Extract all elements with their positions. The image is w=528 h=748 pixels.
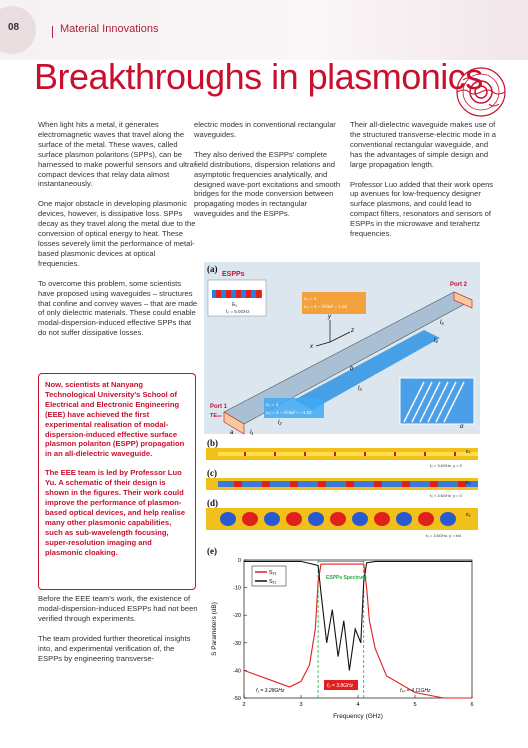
panel-b-label: (b): [207, 438, 218, 448]
header-divider: [52, 26, 53, 38]
page-number: 08: [8, 22, 20, 33]
page-header: [0, 0, 528, 60]
f0-annotation: f₀ = 3.8GHz: [327, 683, 354, 689]
field-pattern: [212, 290, 262, 298]
article-title: Breakthroughs in plasmonics: [34, 56, 483, 97]
paragraph: electric modes in conventional rectangular waveguides.: [194, 120, 336, 139]
dim-b: b: [350, 366, 354, 372]
equation-text: εᵣ₂ = 4 − λ²/4a² = −1.02: [266, 410, 312, 415]
equation-text: εᵣ₂ = 4 − λ²/4a² = 1.02: [304, 304, 347, 309]
field-ey: Eᵧ: [232, 302, 237, 308]
paragraph: Before the EEE team's work, the existence of modal-dispersion-induced ESPPs had not been verified through experiments.: [38, 594, 198, 623]
field-d-component: Eᵧ: [466, 512, 471, 517]
x-tick-label: 5: [413, 702, 417, 708]
equation-text: εᵣ₁ = 4: [266, 402, 279, 407]
axis-y: y: [328, 314, 331, 320]
legend-label-s11: S₁₁: [269, 579, 277, 585]
x-tick-label: 4: [356, 702, 360, 708]
espps-label: ESPPs: [222, 271, 245, 278]
column-1: [38, 120, 198, 348]
x-tick-label: 3: [299, 702, 303, 708]
y-tick-label: -20: [233, 613, 241, 620]
te10-label: TE₁₀: [210, 413, 222, 419]
paragraph: The team provided further theoretical insights into, and experimental verification of, the ESPPs by engineering transverse-: [38, 633, 191, 663]
y-tick-label: -40: [233, 668, 241, 675]
equation-text: εᵣ₁ = 4: [304, 296, 317, 301]
section-name: Material Innovations: [60, 23, 159, 35]
field-c-note: f₀ = 3.6GHz, y = 0: [430, 493, 462, 498]
paragraph: Professor Luo added that their work opens up avenues for low-frequency designer surface plasmons, and could lead to compact filters, resonators and sensors of ESPPs in the microwave and terahertz frequencies.: [350, 179, 494, 239]
y-tick-label: -30: [233, 640, 241, 647]
dim-l4: l₄: [434, 338, 438, 344]
paragraph: Their all-dielectric waveguide makes use of the structured transverse-electric mode in a conventional rectangular waveguide, and has the advantages of simple design and large propagation length.: [350, 120, 497, 169]
y-axis-label: S Parameters (dB): [211, 602, 218, 656]
dim-l3: l₃: [358, 386, 362, 392]
axis-z: z: [351, 328, 354, 334]
paragraph: One major obstacle in developing plasmonic devices, however, is dissipative loss. SPPs decay as they travel along the metal due to the conversion of optical energy to heat. These losses severely limit the performance of metal-based plasmonic devices at optical frequencies.: [38, 199, 196, 268]
callout-paragraph: The EEE team is led by Professor Luo Yu. A schematic of their design is shown in the figures. Their work could improve the performance of plasmon-based optical devices, and help realise many other plasmonic capabilities, such as sub-wavelength focusing, super-resolution imaging and plasmonic cloaking.: [45, 468, 186, 557]
plasmonics-logo-icon: [455, 66, 507, 118]
panel-e-label: (e): [207, 546, 217, 556]
s-parameter-chart: [211, 558, 474, 720]
field-b-component: Eₓ: [466, 449, 471, 454]
paragraph: They also derived the ESPPs' complete field distributions, dispersion relations and asymptotic frequencies analytically, and designed wave-port excitations and smooth bridges for the mode conversion between propagating modes in rectangular waveguides and the ESPPs.: [194, 149, 341, 219]
f1-annotation: f₁ = 3.28GHz: [256, 688, 285, 694]
x-tick-label: 6: [470, 702, 474, 708]
dim-l1: l₁: [250, 430, 254, 436]
port-1-label: Port 1: [210, 404, 228, 410]
legend-label-s21: S₂₁: [269, 570, 277, 576]
port-2-label: Port 2: [450, 282, 468, 288]
paragraph: When light hits a metal, it generates electromagnetic waves that travel along the surface of the metal. These waves, called surface plasmon polaritons (SPPs), can be harnessed to make powerful sensors and ultra-compact devices that relay data almost instantaneously.: [38, 120, 197, 189]
field-c-component: Eᵧ: [466, 480, 471, 485]
axis-x: x: [310, 344, 313, 350]
field-band-b: [218, 452, 478, 456]
dim-l2: l₂: [278, 420, 282, 426]
field-b-note: f₀ = 3.6GHz, y = 0: [430, 463, 462, 468]
column-3: [350, 120, 498, 249]
dim-l5: l₅: [440, 320, 444, 326]
field-dots-d: [220, 512, 456, 526]
paragraph: To overcome this problem, some scientists have proposed using waveguides – structures that confine and convey waves – that are made of only dielectric materials. These could enable modal-dispersion-induced effective SPPs that do not suffer dissipative losses.: [38, 278, 198, 338]
field-f0: f₀ = 5.0GHz: [226, 309, 250, 314]
column-1-continued: [38, 594, 198, 673]
spectrum-label: ESPPs Spectrum: [326, 575, 367, 581]
highlight-callout: [38, 373, 196, 590]
field-dots-c: [234, 481, 466, 487]
dim-a: a: [230, 430, 234, 436]
y-tick-label: -10: [233, 585, 241, 592]
column-2: [194, 120, 342, 229]
panel-c-label: (c): [207, 468, 217, 478]
y-tick-label: -50: [233, 696, 241, 702]
dim-d: d: [460, 424, 464, 430]
y-tick-label: 0: [237, 558, 241, 564]
x-axis-label: Frequency (GHz): [333, 713, 383, 720]
equation-box-bottom: [264, 398, 324, 418]
field-d-note: f₀ = 3.6GHz, y = b/4: [426, 533, 462, 538]
callout-paragraph: Now, scientists at Nanyang Technological University's School of Electrical and Electronic Engineering (EEE) have achieved the first experimental realisation of modal-dispersion-induced effective surface plasmon polariton (ESPP) propagation in an all-dielectric waveguide.: [45, 380, 185, 459]
fsp-annotation: fₛₚ = 4.11GHz: [400, 688, 431, 694]
research-figure: [204, 262, 480, 722]
panel-d-label: (d): [207, 498, 218, 508]
panel-a-label: (a): [207, 264, 218, 274]
x-tick-label: 2: [242, 702, 246, 708]
